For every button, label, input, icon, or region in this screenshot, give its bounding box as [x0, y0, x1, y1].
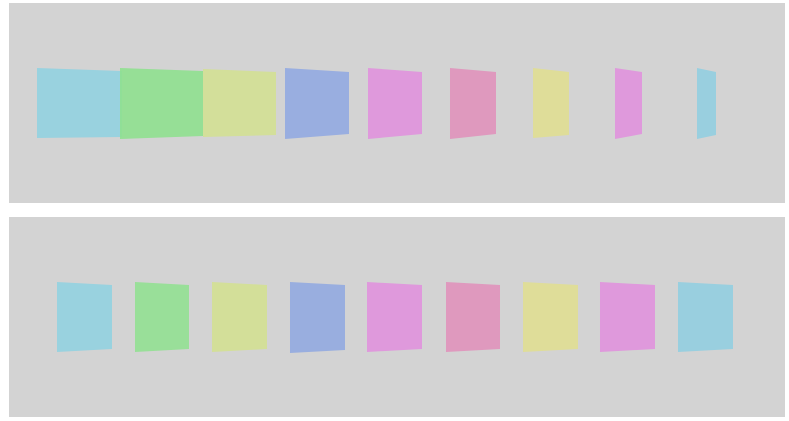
bottom-row-card-8 [600, 282, 655, 352]
bottom-row-card-2 [135, 282, 189, 352]
top-row-card-3 [203, 69, 276, 137]
top-row-card-6 [450, 68, 496, 139]
top-row-card-2 [120, 68, 203, 139]
bottom-row-card-9 [678, 282, 733, 352]
top-row [37, 68, 716, 139]
top-row-card-8 [615, 68, 642, 139]
bottom-row [57, 282, 733, 353]
bottom-row-card-5 [367, 282, 422, 352]
top-row-card-4 [285, 68, 349, 139]
bottom-row-card-4 [290, 282, 345, 353]
top-row-card-9 [697, 68, 716, 139]
bottom-row-card-1 [57, 282, 112, 352]
top-row-card-7 [533, 68, 569, 138]
bottom-row-card-3 [212, 282, 267, 352]
bottom-row-card-6 [446, 282, 500, 352]
top-row-card-1 [37, 68, 122, 138]
top-row-card-5 [368, 68, 422, 139]
bottom-row-card-7 [523, 282, 578, 352]
